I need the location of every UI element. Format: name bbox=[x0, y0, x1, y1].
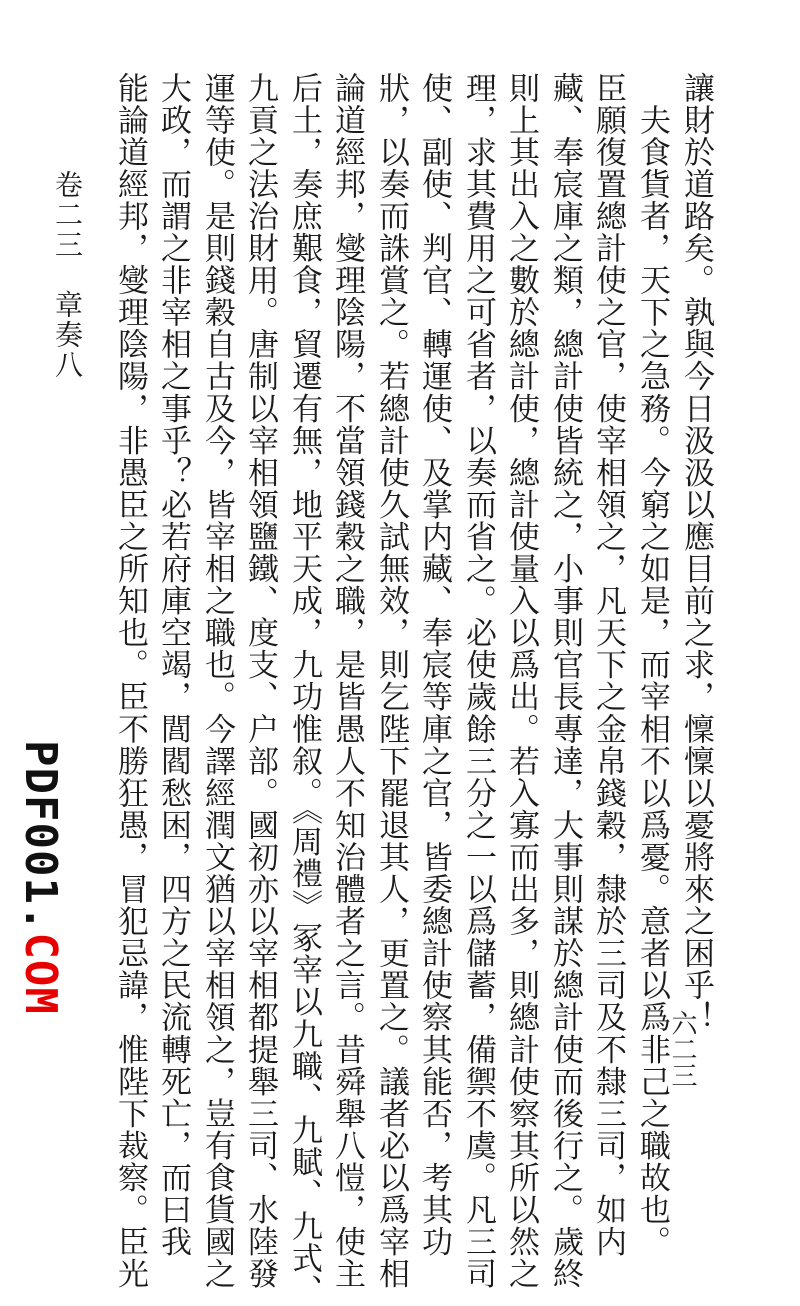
running-header: 卷二三 章奏八 bbox=[51, 170, 84, 380]
watermark-logo bbox=[16, 740, 64, 1015]
text-column-3: 臣願復置總計使之官，使宰相領之，凡天下之金帛錢穀，隸於三司及不隸三司，如内 bbox=[590, 72, 626, 1258]
text-column-10: 后土，奏庶艱食，貿遷有無，地平天成，九功惟叙。《周禮》冢宰以九職、九賦、九式、 bbox=[286, 72, 322, 1306]
text-column-5: 則上其出入之數於總計使，總計使量入以爲出。若入寡而出多，則總計使察其所以然之 bbox=[503, 72, 539, 1290]
text-column-13: 大政，而謂之非宰相之事乎？必若府庫空竭，閭閻愁困，四方之民流轉死亡，而曰我 bbox=[155, 72, 191, 1258]
text-column-11: 九貢之法治財用。唐制以宰相領鹽鐵、度支、户部。國初亦以宰相都提舉三司、水陸發 bbox=[242, 72, 278, 1290]
text-column-9: 論道經邦，燮理陰陽，不當領錢穀之職，是皆愚人不知治體者之言。昔舜舉八愷，使主 bbox=[329, 72, 365, 1290]
page-number: 六二三 bbox=[667, 1010, 697, 1088]
text-column-1: 讓財於道路矣。孰與今日汲汲以應目前之求，懍懍以憂將來之困乎！ bbox=[678, 72, 714, 1034]
text-column-12: 運等使。是則錢穀自古及今，皆宰相之職也。今譯經潤文猶以宰相領之，豈有食貨國之 bbox=[199, 72, 235, 1290]
text-column-8: 狀，以奏而誅賞之。若總計使久試無效，則乞陛下罷退其人，更置之。議者必以爲宰相 bbox=[373, 72, 409, 1290]
text-column-6: 理，求其費用之可省者，以奏而省之。必使歲餘三分之一以爲儲蓄，備禦不虞。凡三司 bbox=[460, 72, 496, 1290]
text-column-4: 藏、奉宸庫之類，總計使皆統之，小事則官長專達，大事則謀於總計使而後行之。歲終 bbox=[547, 72, 583, 1290]
text-column-14: 能論道經邦，燮理陰陽，非愚臣之所知也。臣不勝狂愚，冒犯忌諱，惟陛下裁察。臣光 bbox=[112, 72, 148, 1290]
text-column-2: 夫食貨者，天下之急務。今窮之如是，而宰相不以爲憂。意者以爲非己之職故也。 bbox=[634, 72, 670, 1258]
watermark-suffix: COM bbox=[15, 932, 66, 1015]
text-column-7: 使、副使、判官、轉運使、及掌内藏、奉宸等庫之官，皆委總計使察其能否，考其功 bbox=[416, 72, 452, 1258]
watermark-prefix: PDF001. bbox=[15, 740, 66, 933]
